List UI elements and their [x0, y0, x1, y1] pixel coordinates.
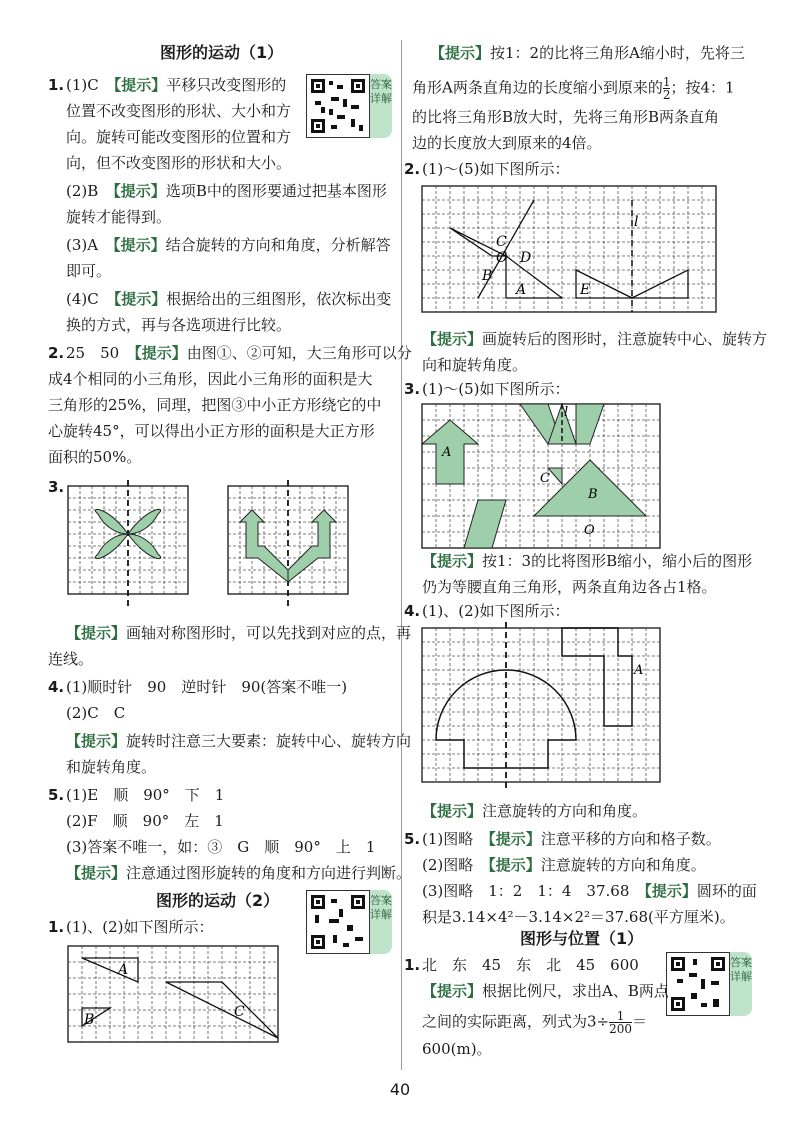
carryover-tip-line4: 边的长度放大到原来的4倍。	[412, 134, 602, 152]
q1-part2-line1: (2)B 【提示】选项B中的图形要通过把基本图形	[66, 182, 387, 200]
section-title-motion-2: 图形的运动（2）	[156, 891, 280, 910]
qr-code-icon	[306, 890, 370, 954]
q1-line4: 向，但不改变图形的形状和大小。	[66, 154, 292, 172]
q2-number: 2.	[48, 344, 65, 362]
r-q5-line3: (3)图略 1：2 1：4 37.68 【提示】圆环的面	[422, 882, 757, 900]
label-C: C	[540, 471, 550, 486]
r-q4-line1: (1)、(2)如下图所示：	[422, 602, 570, 620]
label-l: l	[634, 214, 639, 230]
q4-line2: (2)C C	[66, 704, 126, 722]
q4-number: 4.	[48, 678, 65, 696]
label-B: B	[482, 268, 493, 284]
s2q1-figure	[68, 946, 290, 1046]
q3-tip-line2: 连线。	[48, 650, 94, 668]
label-B: B	[588, 487, 598, 502]
q1-part4-line1: (4)C 【提示】根据给出的三组图形，依次标出变	[66, 290, 392, 308]
q5-number: 5.	[48, 786, 65, 804]
s2q1-number: 1.	[48, 918, 65, 936]
q1-part3-line2: 即可。	[66, 262, 112, 280]
carryover-tip-line2: 角形A两条直角边的长度缩小到原来的 $\frac{1}{2}$ ；按4：1	[412, 75, 735, 102]
fraction-one-two-hundredth: $\frac{1}{200}$	[609, 1009, 633, 1036]
q1-line2: 位置不改变图形的形状、大小和方	[66, 102, 292, 120]
q1-part4-line2: 换的方式，再与各选项进行比较。	[66, 316, 292, 334]
q5-line3: (3)答案不唯一，如：③ G 顺 90° 上 1	[66, 838, 376, 856]
fraction-one-half: $\frac{1}{2}$	[662, 75, 671, 102]
page-number: 40	[389, 1080, 411, 1099]
label-A: A	[442, 445, 452, 460]
q2-line5: 面积的50%。	[48, 448, 142, 466]
qr-code-icon	[306, 74, 370, 138]
qr-answer-label: 答案详解	[370, 890, 392, 954]
r-q3-tip-line1: 【提示】按1：3的比将图形B缩小，缩小后的图形	[422, 552, 753, 570]
q4-tip-line2: 和旋转角度。	[66, 758, 157, 776]
qr-code-2[interactable]	[306, 890, 394, 958]
r-q2-tip-line1: 【提示】画旋转后的图形时，注意旋转中心、旋转方	[422, 330, 768, 348]
qr-code-3[interactable]	[666, 952, 754, 1020]
r-q3-number: 3.	[404, 380, 421, 398]
q2-line3: 三角形的25%，同理，把图③中小正方形绕它的中	[48, 396, 382, 414]
q5-line1: (1)E 顺 90° 下 1	[66, 786, 225, 804]
q3-figure-arrows	[228, 486, 358, 608]
column-divider	[401, 40, 402, 1070]
r-q5-line2: (2)图略 【提示】注意旋转的方向和角度。	[422, 856, 706, 874]
section-title-motion-1: 图形的运动（1）	[160, 43, 284, 62]
label-C: C	[496, 234, 507, 250]
q2-line2: 成4个相同的小三角形，因此小三角形的面积是大	[48, 370, 373, 388]
q4-tip-line1: 【提示】旋转时注意三大要素：旋转中心、旋转方向	[66, 732, 412, 750]
label-C: C	[234, 1004, 245, 1020]
q1-part2-line2: 旋转才能得到。	[66, 208, 172, 226]
q1-line1: (1)C 【提示】平移只改变图形的	[66, 76, 287, 94]
r-q3-tip-line2: 仍为等腰直角三角形，两条直角边各占1格。	[422, 578, 717, 596]
q3-tip-line1: 【提示】画轴对称图形时，可以先找到对应的点，再	[66, 624, 412, 642]
r-q2-number: 2.	[404, 160, 421, 178]
s3q1-line1: 北 东 45 东 北 45 600	[422, 956, 639, 974]
q2-line1: 25 50 【提示】由图①、②可知，大三角形可以分	[66, 344, 412, 362]
r-q5-line1: (1)图略 【提示】注意平移的方向和格子数。	[422, 830, 721, 848]
s3q1-tip-line2: 之间的实际距离，列式为3÷ $\frac{1}{200}$ ＝	[422, 1009, 648, 1036]
carryover-tip-line3: 的比将三角形B放大时，先将三角形B两条直角	[412, 108, 720, 126]
r-q2-line1: (1)～(5)如下图所示：	[422, 160, 570, 178]
q3-number: 3.	[48, 478, 65, 496]
label-O: O	[584, 523, 595, 538]
qr-code-1[interactable]	[306, 74, 394, 142]
r-q2-figure	[422, 186, 722, 316]
s3q1-number: 1.	[404, 956, 421, 974]
s3q1-tip-line1: 【提示】根据比例尺，求出A、B两点	[422, 982, 669, 1000]
r-q4-tip: 【提示】注意旋转的方向和角度。	[422, 802, 648, 820]
label-B: B	[84, 1012, 95, 1028]
qr-code-icon	[666, 952, 730, 1016]
s2q1-line1: (1)、(2)如下图所示：	[66, 918, 214, 936]
qr-answer-label: 答案详解	[730, 952, 752, 1016]
section-title-position-1: 图形与位置（1）	[520, 929, 644, 948]
q5-tip: 【提示】注意通过图形旋转的角度和方向进行判断。	[66, 864, 412, 882]
r-q3-figure	[422, 404, 672, 554]
label-l: l	[564, 405, 569, 420]
q1-part3-line1: (3)A 【提示】结合旋转的方向和角度，分析解答	[66, 236, 391, 254]
q1-number: 1.	[48, 76, 65, 94]
s3q1-tip-line3: 600(m)。	[422, 1040, 492, 1058]
r-q5-line4: 积是3.14×4²－3.14×2²＝37.68(平方厘米)。	[422, 908, 735, 926]
label-D: D	[520, 250, 532, 266]
label-A: A	[634, 663, 644, 678]
r-q3-line1: (1)～(5)如下图所示：	[422, 380, 570, 398]
q3-figure-leaves	[68, 486, 198, 608]
r-q5-number: 5.	[404, 830, 421, 848]
q4-line1: (1)顺时针 90 逆时针 90(答案不唯一)	[66, 678, 348, 696]
q1-line3: 向。旋转可能改变图形的位置和方	[66, 128, 292, 146]
label-A: A	[516, 282, 527, 298]
q5-line2: (2)F 顺 90° 左 1	[66, 812, 224, 830]
r-q4-number: 4.	[404, 602, 421, 620]
qr-answer-label: 答案详解	[370, 74, 392, 138]
carryover-tip-line1: 【提示】按1：2的比将三角形A缩小时，先将三	[430, 44, 745, 62]
label-A: A	[118, 962, 129, 978]
q2-line4: 心旋转45°，可以得出小正方形的面积是大正方形	[48, 422, 375, 440]
r-q2-tip-line2: 向和旋转角度。	[422, 356, 528, 374]
r-q4-figure	[422, 628, 672, 788]
label-O: O	[496, 250, 508, 266]
label-E: E	[580, 282, 591, 298]
